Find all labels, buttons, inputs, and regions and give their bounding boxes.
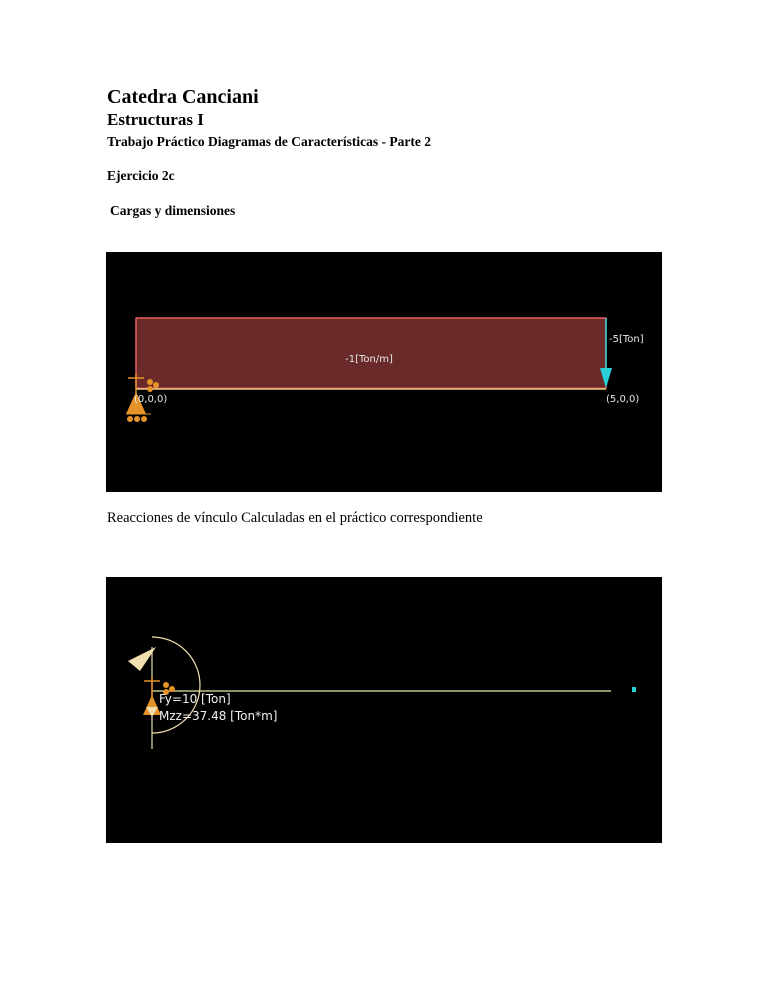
loads-figure xyxy=(106,252,662,492)
distributed-load-area xyxy=(136,318,606,388)
right-node-label: (5,0,0) xyxy=(606,394,640,405)
document-subtitle: Estructuras I xyxy=(107,110,204,129)
left-node-label: (0,0,0) xyxy=(134,394,168,405)
point-load-label: -5[Ton] xyxy=(609,334,644,345)
reaction-fy-label: Fy=10 [Ton] xyxy=(159,692,231,706)
reactions-figure xyxy=(106,577,662,843)
right-node-marker xyxy=(632,687,636,692)
section-loads-heading: Cargas y dimensiones xyxy=(110,203,236,218)
document-title: Catedra Canciani xyxy=(107,86,259,108)
reaction-mzz-label: Mzz=37.48 [Ton*m] xyxy=(159,709,278,723)
reactions-diagram-svg xyxy=(106,577,662,843)
practical-title: Trabajo Práctico Diagramas de Características - Parte 2 xyxy=(107,134,432,149)
distributed-load-label: -1[Ton/m] xyxy=(345,354,393,365)
reactions-paragraph: Reacciones de vínculo Calculadas en el práctico correspondiente xyxy=(107,510,483,526)
exercise-label: Ejercicio 2c xyxy=(107,168,175,183)
loads-diagram-svg xyxy=(106,252,662,492)
